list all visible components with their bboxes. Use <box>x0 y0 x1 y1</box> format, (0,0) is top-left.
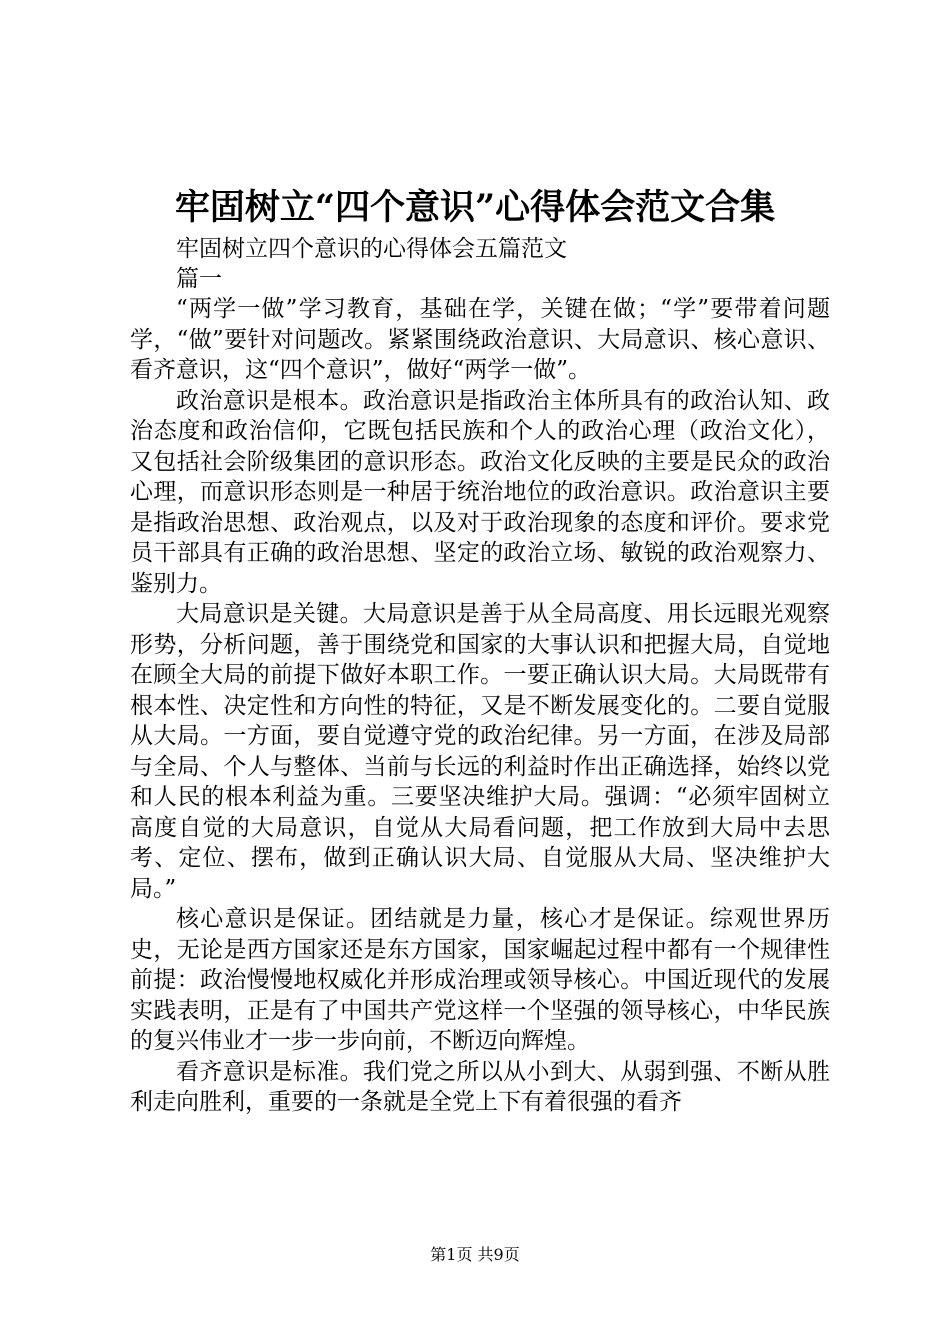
page-number-footer: 第1页 共9页 <box>430 1245 520 1264</box>
paragraph-core-awareness: 核心意识是保证。团结就是力量，核心才是保证。综观世界历史，无论是西方国家还是东方国家，国家崛起过程中都有一个规律性前提：政治慢慢地权威化并形成治理或领导核心。中国近现代的发展实践表明，正是有了中国共产党这样一个坚强的领导核心，中华民族的复兴伟业才一步一步向前，不断迈向辉煌。 <box>130 906 830 1054</box>
paragraph-alignment-awareness: 看齐意识是标准。我们党之所以从小到大、从弱到强、不断从胜利走向胜利，重要的一条就是全党上下有着很强的看齐 <box>130 1058 830 1115</box>
section-label: 篇一 <box>176 266 222 292</box>
paragraph-intro: “两学一做”学习教育，基础在学，关键在做；“学”要带着问题学，“做”要针对问题改。紧紧围绕政治意识、大局意识、核心意识、看齐意识，这“四个意识”，做好“两学一做”。 <box>130 296 830 383</box>
paragraph-overall-awareness: 大局意识是关键。大局意识是善于从全局高度、用长远眼光观察形势，分析问题，善于围绕党和国家的大事认识和把握大局，自觉地在顾全大局的前提下做好本职工作。一要正确认识大局。大局既带有根本性、决定性和方向性的特征，又是不断发展变化的。二要自觉服从大局。一方面，要自觉遵守党的政治纪律。另一方面，在涉及局部与全局、个人与整体、当前与长远的利益时作出正确选择，始终以党和人民的根本利益为重。三要坚决维护大局。强调：“必须牢固树立高度自觉的大局意识，自觉从大局看问题，把工作放到大局中去思考、定位、摆布，做到正确认识大局、自觉服从大局、坚决维护大局。” <box>130 601 830 902</box>
paragraph-political-awareness: 政治意识是根本。政治意识是指政治主体所具有的政治认知、政治态度和政治信仰，它既包括民族和个人的政治心理（政治文化），又包括社会阶级集团的意识形态。政治文化反映的主要是民众的政治心理，而意识形态则是一种居于统治地位的政治意识。政治意识主要是指政治思想、政治观点，以及对于政治现象的态度和评价。要求党员干部具有正确的政治思想、坚定的政治立场、敏锐的政治观察力、鉴别力。 <box>130 387 830 597</box>
document-subtitle: 牢固树立四个意识的心得体会五篇范文 <box>176 236 567 262</box>
document-body <box>130 234 830 1118</box>
document-title: 牢固树立“四个意识”心得体会范文合集 <box>174 187 776 228</box>
